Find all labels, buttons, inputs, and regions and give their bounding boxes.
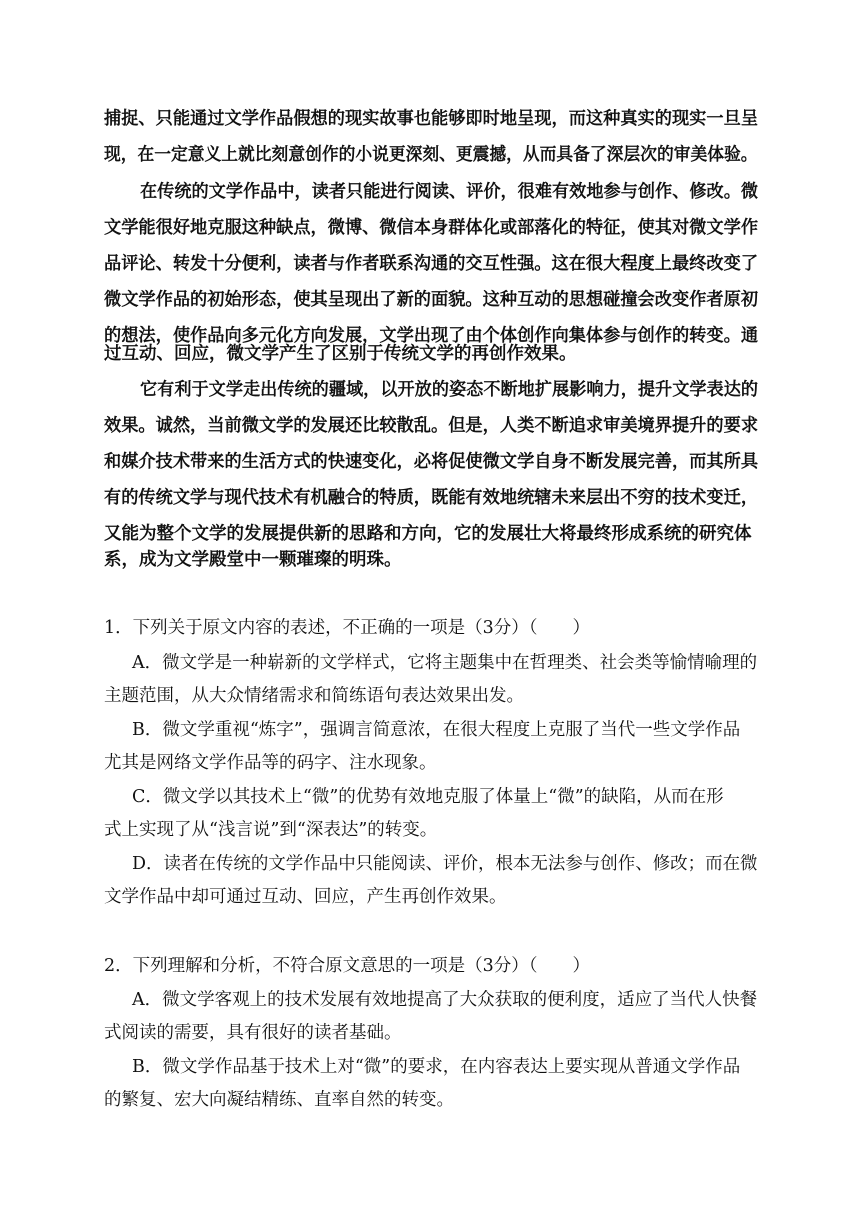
passage-line: 微文学作品的初始形态，使其呈现出了新的面貌。这种互动的思想碰撞会改变作者原初 <box>104 290 759 310</box>
passage-line: 文学能很好地克服这种缺点，微博、微信本身群体化或部落化的特征，使其对微文学作 <box>104 218 759 238</box>
passage-line: 效果。诚然，当前微文学的发展还比较散乱。但是，人类不断追求审美境界提升的要求 <box>104 416 759 436</box>
passage-line: 它有利于文学走出传统的疆域，以开放的姿态不断地扩展影响力，提升文学表达的 <box>140 380 759 400</box>
option-c-line-1: C．微文学以其技术上“微”的优势有效地克服了体量上“微”的缺陷，从而在形 <box>132 787 724 807</box>
option-d-line-1: D．读者在传统的文学作品中只能阅读、评价，根本无法参与创作、修改；而在微 <box>132 854 758 874</box>
option-b-line-1: B．微文学重视“炼字”，强调言简意浓，在很大程度上克服了当代一些文学作品 <box>132 720 741 740</box>
passage-line: 有的传统文学与现代技术有机融合的特质，既能有效地统辖未来层出不穷的技术变迁， <box>104 488 759 508</box>
option-d-line-2: 文学作品中却可通过互动、回应，产生再创作效果。 <box>104 887 507 907</box>
option-a-line-1: A．微文学客观上的技术发展有效地提高了大众获取的便利度，适应了当代人快餐 <box>132 990 758 1010</box>
option-b-line-2: 的繁复、宏大向凝结精练、直率自然的转变。 <box>104 1090 454 1110</box>
passage-line: 现，在一定意义上就比刻意创作的小说更深刻、更震撼，从而具备了深层次的审美体验。 <box>104 145 758 165</box>
passage-line: 又能为整个文学的发展提供新的思路和方向，它的发展壮大将最终形成系统的研究体 <box>104 524 752 544</box>
passage-line: 系，成为文学殿堂中一颗璀璨的明珠。 <box>104 550 402 570</box>
option-c-line-2: 式上实现了从“浅言说”到“深表达”的转变。 <box>104 820 438 840</box>
option-b-line-1: B．微文学作品基于技术上对“微”的要求，在内容表达上要实现从普通文学作品 <box>132 1057 741 1077</box>
passage-line: 和媒介技术带来的生活方式的快速变化，必将促使微文学自身不断发展完善，而其所具 <box>104 452 759 472</box>
option-a-line-2: 式阅读的需要，具有很好的读者基础。 <box>104 1023 402 1043</box>
question-stem: 1．下列关于原文内容的表述，不正确的一项是（3分）（ ） <box>104 618 591 638</box>
option-a-line-2: 主题范围，从大众情绪需求和简练语句表达效果出发。 <box>104 686 524 706</box>
passage-line: 捕捉、只能通过文学作品假想的现实故事也能够即时地呈现，而这种真实的现实一旦呈 <box>104 109 759 129</box>
passage-line: 品评论、转发十分便利，读者与作者联系沟通的交互性强。这在很大程度上最终改变了 <box>104 254 759 274</box>
passage-line: 在传统的文学作品中，读者只能进行阅读、评价，很难有效地参与创作、修改。微 <box>140 182 759 202</box>
passage-line: 的想法，使作品向多元化方向发展，文学出现了由个体创作向集体参与创作的转变。通 <box>104 326 759 346</box>
option-b-line-2: 尤其是网络文学作品等的码字、注水现象。 <box>104 753 437 773</box>
passage-line: 过互动、回应，微文学产生了区别于传统文学的再创作效果。 <box>104 344 577 364</box>
question-stem: 2．下列理解和分析，不符合原文意思的一项是（3分）（ ） <box>104 956 591 976</box>
option-a-line-1: A．微文学是一种崭新的文学样式，它将主题集中在哲理类、社会类等愉情喻理的 <box>132 653 758 673</box>
